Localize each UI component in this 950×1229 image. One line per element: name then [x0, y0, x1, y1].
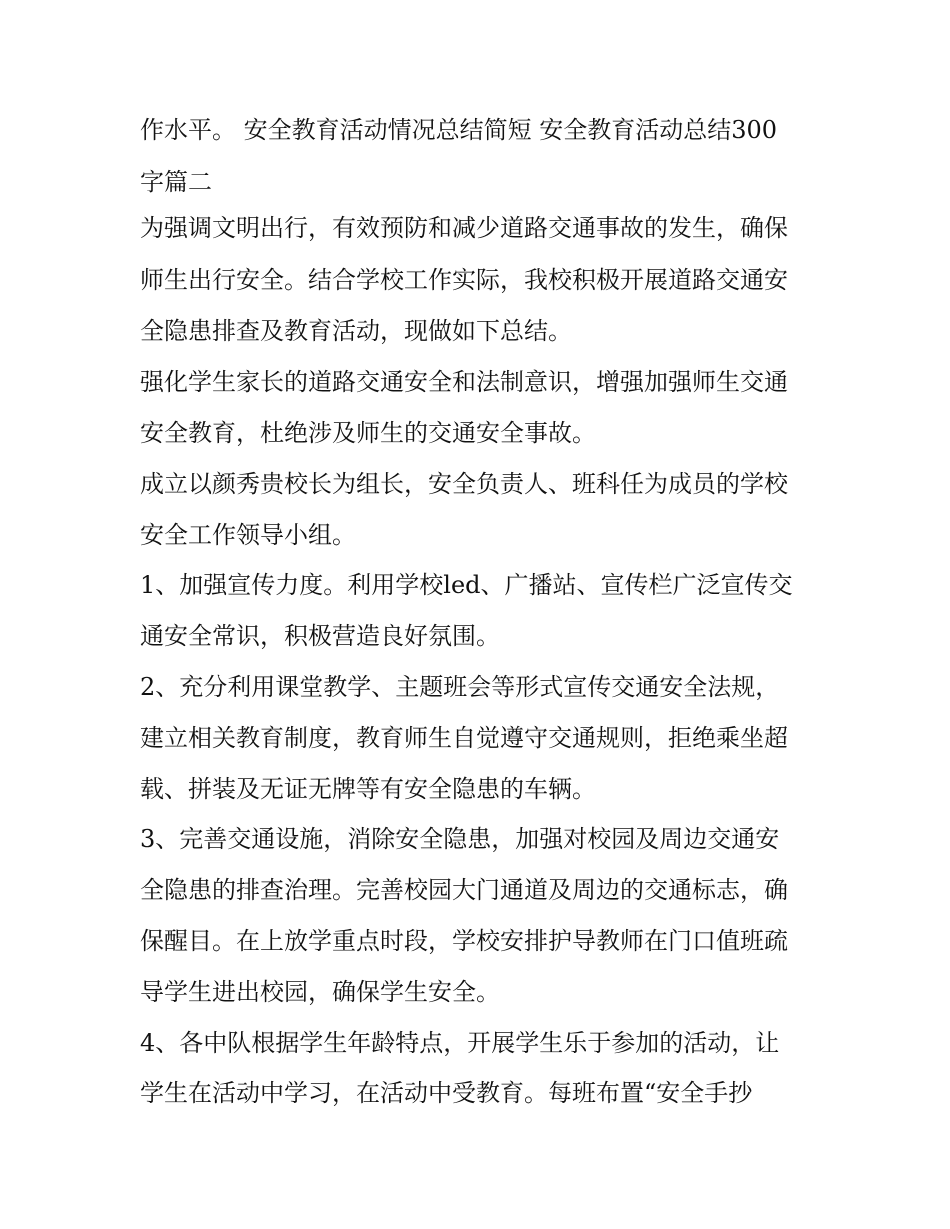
text-line: 1、加强宣传力度。利用学校led、广播站、宣传栏广泛宣传交: [140, 571, 793, 599]
text-line: 作水平。 安全教育活动情况总结简短 安全教育活动总结300: [140, 116, 778, 144]
text-line: 全隐患排查及教育活动，现做如下总结。: [140, 317, 572, 345]
text-line: 3、完善交通设施，消除安全隐患，加强对校园及周边交通安: [140, 825, 780, 853]
text-line: 2、充分利用课堂教学、主题班会等形式宣传交通安全法规，: [140, 673, 780, 701]
text-line: 安全工作领导小组。: [140, 521, 356, 549]
text-line: 学生在活动中学习，在活动中受教育。每班布置“安全手抄: [140, 1079, 753, 1107]
text-line: 载、拼装及无证无牌等有安全隐患的车辆。: [140, 775, 596, 803]
text-line: 全隐患的排查治理。完善校园大门通道及周边的交通标志，确: [140, 876, 788, 904]
text-line: 保醒目。在上放学重点时段，学校安排护导教师在门口值班疏: [140, 927, 788, 955]
text-line: 字篇二: [140, 168, 212, 196]
text-line: 安全教育，杜绝涉及师生的交通安全事故。: [140, 419, 596, 447]
text-line: 导学生进出校园，确保学生安全。: [140, 978, 500, 1006]
text-line: 为强调文明出行，有效预防和减少道路交通事故的发生，确保: [140, 214, 788, 242]
text-line: 成立以颜秀贵校长为组长，安全负责人、班科任为成员的学校: [140, 470, 788, 498]
text-line: 建立相关教育制度，教育师生自觉遵守交通规则，拒绝乘坐超: [140, 724, 788, 752]
text-line: 强化学生家长的道路交通安全和法制意识，增强加强师生交通: [140, 368, 788, 396]
text-line: 4、各中队根据学生年龄特点，开展学生乐于参加的活动，让: [140, 1029, 780, 1057]
text-line: 通安全常识，积极营造良好氛围。: [140, 622, 500, 650]
text-line: 师生出行安全。结合学校工作实际，我校积极开展道路交通安: [140, 266, 788, 294]
